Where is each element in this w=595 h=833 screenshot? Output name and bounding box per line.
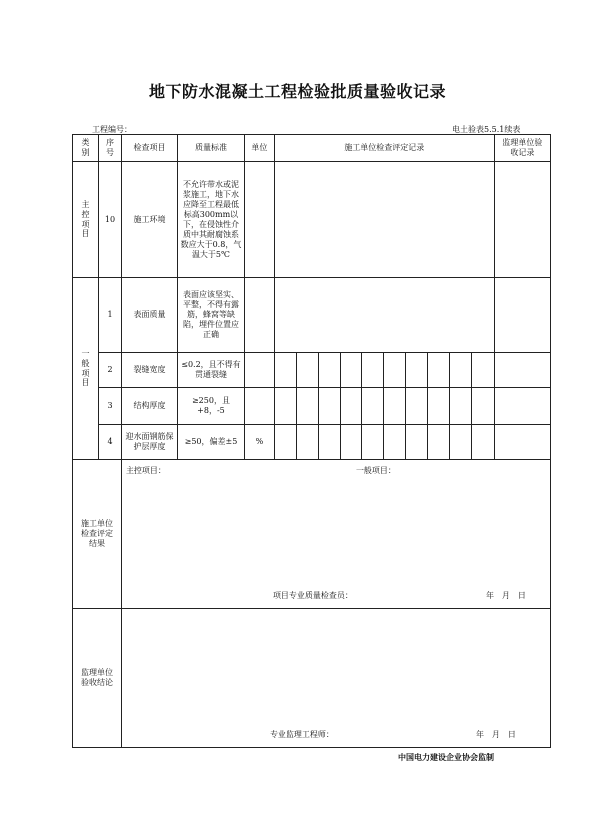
- standard-cell: ≥250，且+8，-5: [178, 388, 245, 425]
- page-title: 地下防水混凝土工程检验批质量验收记录: [148, 82, 446, 101]
- supervision-record-cell[interactable]: [494, 278, 550, 353]
- supervision-record-cell[interactable]: [494, 162, 550, 278]
- measurement-cell[interactable]: [296, 425, 318, 460]
- seq-cell: 2: [99, 353, 122, 388]
- header-row: [73, 135, 551, 162]
- unit-cell: %: [244, 425, 274, 460]
- inspection-table: [72, 134, 551, 748]
- measurement-cell[interactable]: [362, 425, 384, 460]
- measurement-cell[interactable]: [340, 388, 362, 425]
- supervision-record-cell[interactable]: [494, 425, 550, 460]
- measurement-cell[interactable]: [449, 425, 471, 460]
- measurement-cell[interactable]: [340, 353, 362, 388]
- standard-cell: ≤0.2，且不得有贯通裂缝: [178, 353, 245, 388]
- main-control-row: [73, 162, 551, 278]
- contractor-result-row: [73, 460, 551, 609]
- category-main-control: 主控项目: [73, 162, 99, 278]
- header-supervision-record: 监理单位验收记录: [494, 135, 550, 162]
- measurement-cell[interactable]: [427, 425, 449, 460]
- date-label: 年 月 日: [485, 591, 526, 600]
- header-standard: 质量标准: [178, 135, 245, 162]
- measurement-cell[interactable]: [449, 388, 471, 425]
- item-cell: 迎水面钢筋保护层厚度: [121, 425, 177, 460]
- item-cell: 结构厚度: [121, 388, 177, 425]
- measurement-cell[interactable]: [406, 353, 428, 388]
- measurement-cell[interactable]: [384, 425, 406, 460]
- inspection-record-cell[interactable]: [274, 162, 494, 278]
- unit-cell: [244, 353, 274, 388]
- seq-cell: 10: [99, 162, 122, 278]
- measurement-cell[interactable]: [362, 353, 384, 388]
- project-number-label: 工程编号：: [92, 125, 132, 134]
- measurement-cell[interactable]: [406, 388, 428, 425]
- header-unit: 单位: [244, 135, 274, 162]
- item-cell: 表面质量: [121, 278, 177, 353]
- seq-cell: 4: [99, 425, 122, 460]
- measurement-cell[interactable]: [449, 353, 471, 388]
- main-control-result-label: 主控项目：: [125, 466, 166, 475]
- measurement-cell[interactable]: [471, 353, 494, 388]
- inspection-record-cell[interactable]: [274, 278, 494, 353]
- measurement-cell[interactable]: [384, 353, 406, 388]
- measurement-cell[interactable]: [296, 388, 318, 425]
- measurement-cell[interactable]: [274, 425, 296, 460]
- measurement-cell[interactable]: [406, 425, 428, 460]
- header-inspection-record: 施工单位检查评定记录: [274, 135, 494, 162]
- standard-cell: 不允许带水或泥浆施工，地下水应降至工程最低标高300mm以下，在侵蚀性介质中其耐腐蚀系数应大于0.8，气温大于5℃: [178, 162, 245, 278]
- unit-cell: [244, 388, 274, 425]
- unit-cell: [244, 278, 274, 353]
- measurement-cell[interactable]: [384, 388, 406, 425]
- measurement-cell[interactable]: [274, 388, 296, 425]
- header-seq: 序号: [99, 135, 122, 162]
- item-cell: 裂缝宽度: [121, 353, 177, 388]
- form-code: 电土验表5.5.1续表: [452, 125, 521, 134]
- measurement-cell[interactable]: [318, 425, 340, 460]
- supervisor-conclusion-label: 监理单位验收结论: [73, 609, 122, 748]
- measurement-cell[interactable]: [362, 388, 384, 425]
- measurement-cell[interactable]: [274, 353, 296, 388]
- contractor-result-area[interactable]: [121, 460, 550, 609]
- measurement-cell[interactable]: [427, 353, 449, 388]
- contractor-result-label: 施工单位检查评定结果: [73, 460, 122, 609]
- header-item: 检查项目: [121, 135, 177, 162]
- standard-cell: 表面应该坚实、平整，不得有露筋，蜂窝等缺陷，埋件位置应正确: [178, 278, 245, 353]
- measurement-cell[interactable]: [427, 388, 449, 425]
- general-row-2: [73, 353, 551, 388]
- date-label: 年 月 日: [475, 730, 516, 739]
- general-row-1: [73, 278, 551, 353]
- supervision-record-cell[interactable]: [494, 353, 550, 388]
- seq-cell: 3: [99, 388, 122, 425]
- quality-inspector-label: 项目专业质量检查员：: [272, 591, 353, 600]
- item-cell: 施工环境: [121, 162, 177, 278]
- measurement-cell[interactable]: [296, 353, 318, 388]
- supervisor-conclusion-row: [73, 609, 551, 748]
- unit-cell: [244, 162, 274, 278]
- measurement-cell[interactable]: [318, 388, 340, 425]
- footer-issuer: 中国电力建设企业协会监制: [398, 752, 494, 762]
- general-row-4: [73, 425, 551, 460]
- measurement-cell[interactable]: [318, 353, 340, 388]
- supervising-engineer-label: 专业监理工程师：: [269, 730, 334, 739]
- header-category: 类别: [73, 135, 99, 162]
- measurement-cell[interactable]: [471, 388, 494, 425]
- supervisor-conclusion-area[interactable]: [121, 609, 550, 748]
- measurement-cell[interactable]: [471, 425, 494, 460]
- supervision-record-cell[interactable]: [494, 388, 550, 425]
- standard-cell: ≥50，偏差±5: [178, 425, 245, 460]
- general-row-3: [73, 388, 551, 425]
- category-general: 一般项目: [73, 278, 99, 460]
- measurement-cell[interactable]: [340, 425, 362, 460]
- seq-cell: 1: [99, 278, 122, 353]
- general-result-label: 一般项目：: [355, 466, 396, 475]
